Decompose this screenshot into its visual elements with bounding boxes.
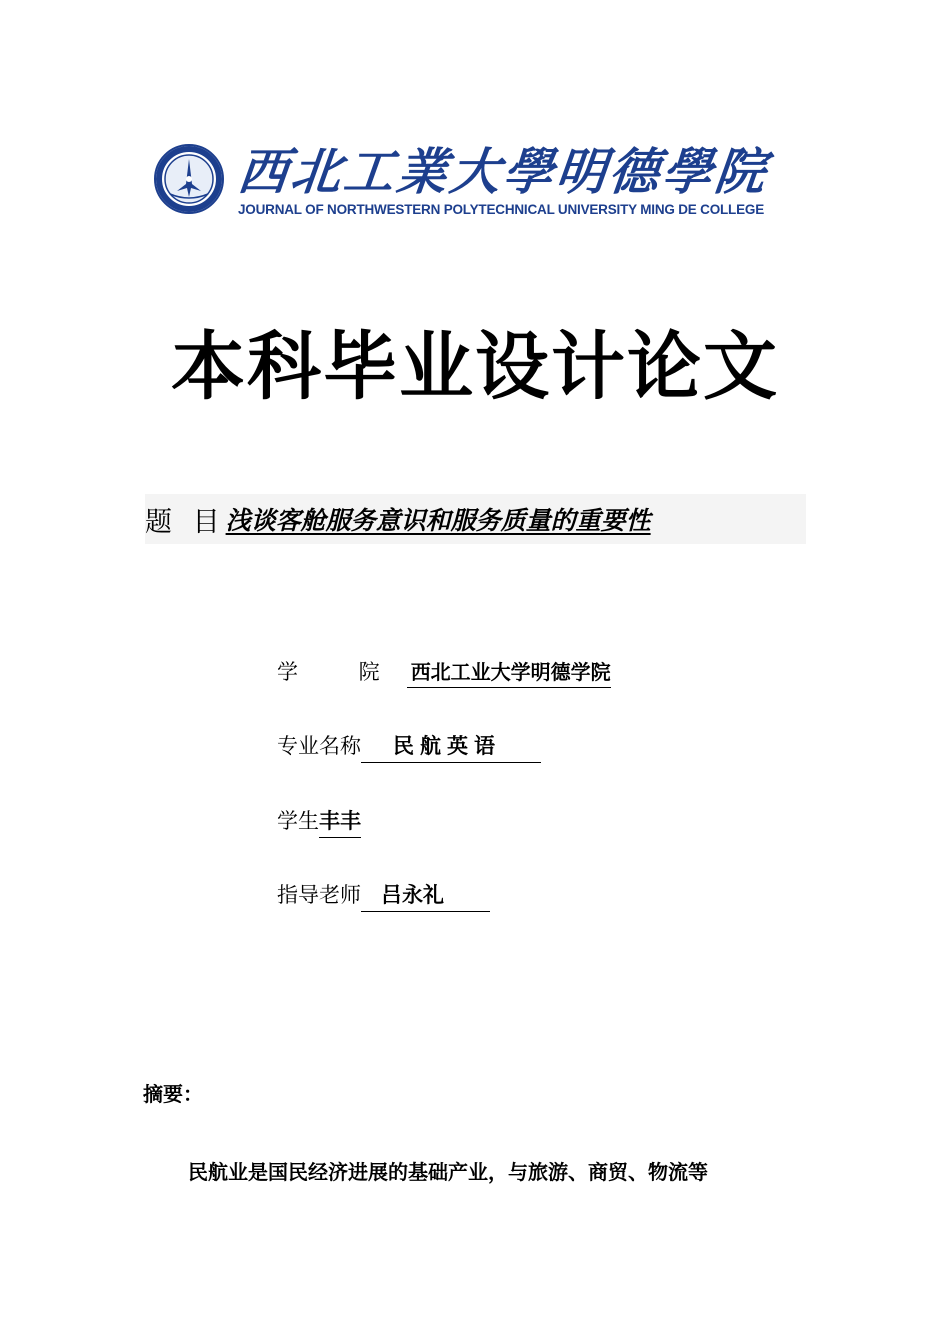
major-field <box>277 730 541 763</box>
college-logo <box>150 140 800 225</box>
college-value: 西北工业大学明德学院 <box>407 656 611 688</box>
abstract-text: 民航业是国民经济进展的基础产业，与旅游、商贸、物流等 <box>188 1160 708 1184</box>
student-value: 丰丰 <box>319 805 361 838</box>
abstract-label: 摘要： <box>143 1082 203 1106</box>
college-seal-icon <box>154 144 224 214</box>
college-field <box>277 656 611 688</box>
advisor-label: 指导老师 <box>277 883 361 907</box>
college-label: 学 院 <box>277 660 407 684</box>
student-label: 学生 <box>277 809 319 833</box>
major-value: 民航英语 <box>361 730 541 763</box>
advisor-value: 吕永礼 <box>361 879 490 912</box>
college-logo-chinese-name: 西北工業大學明德學院 <box>234 142 772 201</box>
advisor-field <box>277 879 490 912</box>
thesis-topic-row <box>145 494 806 544</box>
student-field <box>277 805 361 838</box>
major-label: 专业名称 <box>277 734 361 758</box>
document-title: 本科毕业设计论文 <box>171 324 779 410</box>
topic-value: 浅谈客舱服务意识和服务质量的重要性 <box>225 506 651 535</box>
college-logo-english-name: JOURNAL OF NORTHWESTERN POLYTECHNICAL UNIVERSITY MING DE COLLEGE <box>238 202 764 217</box>
topic-label: 题 目 <box>145 506 226 538</box>
